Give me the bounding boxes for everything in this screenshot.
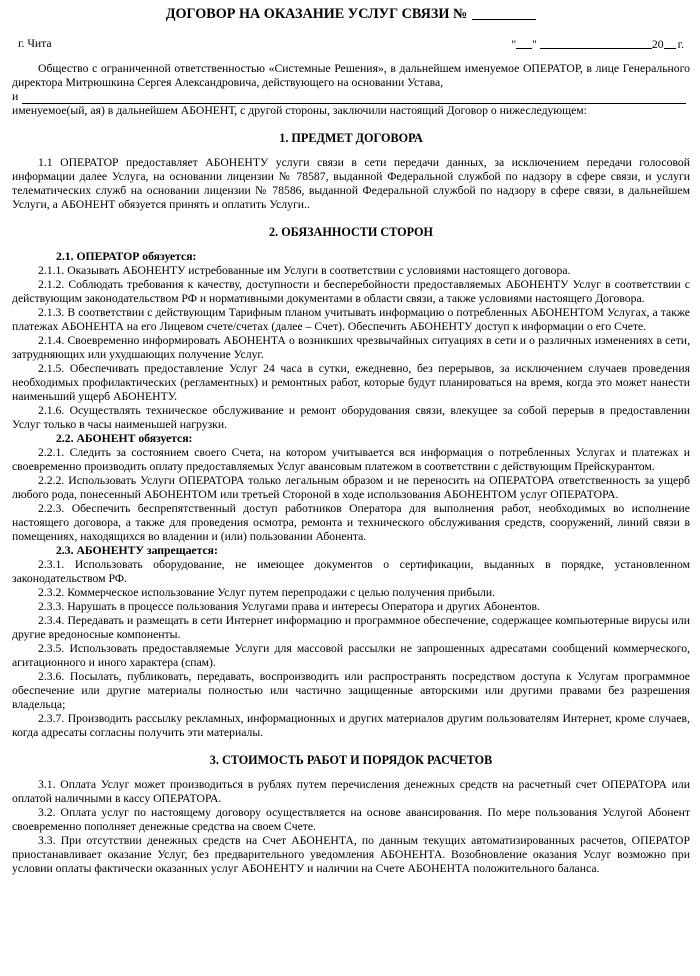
clause-2-1-6: 2.1.6. Осуществлять техническое обслуживание и ремонт оборудования связи, влекущее за собой перерыв в предоставлении Услуг только в часы наименьшей нагрузки.: [12, 404, 690, 431]
section-2-title: 2. ОБЯЗАННОСТИ СТОРОН: [269, 225, 433, 239]
city-date-line: [12, 37, 690, 52]
date-suffix: г.: [677, 38, 684, 51]
subsection-2-1-title: 2.1. ОПЕРАТОР обязуется:: [56, 250, 197, 263]
intro-and: и: [12, 90, 19, 103]
date-quote-open: ": [511, 38, 517, 51]
clause-2-2-1: 2.2.1. Следить за состоянием своего Счета, на котором учитывается вся информация о потребленных Услугах и платежах и своевременно производить оплату предоставляемых Услуг авансовым платежом в соответствии с действующим Прейскурантом.: [12, 446, 690, 473]
date-line: [511, 37, 684, 52]
date-quote-close: ": [532, 38, 537, 51]
clause-3-3: 3.3. При отсутствии денежных средств на Счет АБОНЕНТА, по данным текущих автоматизированных расчетов, ОПЕРАТОР приостанавливает оказание Услуг, без предварительного уведомления АБОНЕНТА. Возобновление оказания Услуг возможно при условии оплаты фактически оказанных услуг АБОНЕНТУ и наличии на Счете АБОНЕНТА положительного баланса.: [12, 834, 690, 875]
contract-number-blank: [472, 6, 536, 20]
clause-2-1-4: 2.1.4. Своевременно информировать АБОНЕНТА о возникших чрезвычайных ситуациях в сети и о различных изменениях в сети, затрудняющих или ухудшающих получение Услуг.: [12, 334, 690, 361]
clause-2-3-3: 2.3.3. Нарушать в процессе пользования Услугами права и интересы Оператора и других Абонентов.: [38, 600, 540, 613]
month-blank: [540, 37, 652, 49]
clause-2-1-2: 2.1.2. Соблюдать требования к качеству, доступности и бесперебойности предоставляемых АБОНЕНТУ Услуг в соответствии с действующим законодательством РФ и нормативными документами в области связи, а также условиями настоящего Договора.: [12, 278, 690, 305]
clause-2-1-3: 2.1.3. В соответствии с действующим Тарифным планом учитывать информацию о потребленных АБОНЕНТОМ Услугах, а также платежах АБОНЕНТА на его Лицевом счете/счетах (далее – Счет). Обеспечить АБОНЕНТУ доступ к информации о его Счете.: [12, 306, 690, 333]
subsection-2-2-title: 2.2. АБОНЕНТ обязуется:: [56, 432, 193, 445]
year-blank: [664, 37, 676, 49]
clause-2-3-4: 2.3.4. Передавать и размещать в сети Интернет информацию и программное обеспечение, содержащее компьютерные вирусы или другие вредоносные компоненты.: [12, 614, 690, 641]
subsection-2-3-title: 2.3. АБОНЕНТУ запрещается:: [56, 544, 218, 557]
clause-2-2-3: 2.2.3. Обеспечить беспрепятственный доступ работников Оператора для выполнения работ, необходимых во исполнение настоящего договора, а также для проведения осмотра, ремонта и технического обслуживания средств, сооружений, линий связи в помещениях, находящихся во владении и (или) пользовании Абонента.: [12, 502, 690, 543]
day-blank: [516, 37, 532, 49]
section-1-title: 1. ПРЕДМЕТ ДОГОВОРА: [279, 131, 423, 145]
subscriber-name-blank: [22, 91, 686, 104]
clause-2-3-6: 2.3.6. Посылать, публиковать, передавать, воспроизводить или распространять посредством доступа к Услугам программное обеспечение или другие материалы полностью или частично защищенные авторскими или другими правами без разрешения владельца;: [12, 670, 690, 711]
intro-paragraph: Общество с ограниченной ответственностью «Системные Решения», в дальнейшем именуемое ОПЕРАТОР, в лице Генерального директора Митрюшкина Сергея Александровича, действующего на основании Устава,: [12, 62, 690, 89]
clause-2-3-2: 2.3.2. Коммерческое использование Услуг путем перепродажи с целью получения прибыли.: [38, 586, 496, 599]
date-year: 20: [651, 38, 664, 51]
intro-and-line: [12, 90, 690, 104]
clause-2-3-7: 2.3.7. Производить рассылку рекламных, информационных и других материалов другим пользователям Интернет, кроме случаев, когда адресаты согласны получить эти материалы.: [12, 712, 690, 739]
intro-closing: именуемое(ый, ая) в дальнейшем АБОНЕНТ, с другой стороны, заключили настоящий Договор о нижеследующем:: [12, 104, 587, 117]
clause-2-1-1: 2.1.1. Оказывать АБОНЕНТУ истребованные им Услуги в соответствии с условиями настоящего договора.: [38, 264, 571, 277]
clause-3-1: 3.1. Оплата Услуг может производиться в рублях путем перечисления денежных средств на расчетный счет ОПЕРАТОРА или оплатой наличными в кассу ОПЕРАТОРА.: [12, 778, 690, 805]
clause-2-2-2: 2.2.2. Использовать Услуги ОПЕРАТОРА только легальным образом и не переносить на ОПЕРАТОРА ответственность за ущерб любого рода, понесенный АБОНЕНТОМ или третьей Стороной в ходе использования АБОНЕНТОМ услуг ОПЕРАТОРА.: [12, 474, 690, 501]
section-3-title: 3. СТОИМОСТЬ РАБОТ И ПОРЯДОК РАСЧЕТОВ: [209, 753, 493, 767]
clause-3-2: 3.2. Оплата услуг по настоящему договору осуществляется на основе авансирования. По мере пользования Услугой Абонент своевременно пополняет денежные средства на своем Счете.: [12, 806, 690, 833]
clause-1-1: 1.1 ОПЕРАТОР предоставляет АБОНЕНТУ услуги связи в сети передачи данных, за исключением передачи голосовой информации далее Услуга, на основании лицензии № 78587, выданной Федеральной службой по надзору в сфере связи, и услуги телематических служб на основании лицензии № 78586, выданной Федеральной службой по надзору в сфере связи, в дальнейшем Услуги, а АБОНЕНТ обязуется принять и оплатить Услуги..: [12, 156, 690, 211]
city: г. Чита: [18, 37, 52, 50]
clause-2-3-5: 2.3.5. Использовать предоставляемые Услуги для массовой рассылки не запрошенных адресатами сообщений коммерческого, агитационного и иного характера (спам).: [12, 642, 690, 669]
document-title: [12, 5, 690, 23]
title-text: ДОГОВОР НА ОКАЗАНИЕ УСЛУГ СВЯЗИ №: [165, 6, 468, 22]
clause-2-3-1: 2.3.1. Использовать оборудование, не имеющее документов о сертификации, выданных в порядке, установленном законодательством РФ.: [12, 558, 690, 585]
clause-2-1-5: 2.1.5. Обеспечивать предоставление Услуг 24 часа в сутки, ежедневно, без перерывов, за исключением случаев проведения необходимых профилактических (регламентных) и ремонтных работ, которые будут планироваться на время, когда это может нанести наименьший ущерб АБОНЕНТУ.: [12, 362, 690, 403]
